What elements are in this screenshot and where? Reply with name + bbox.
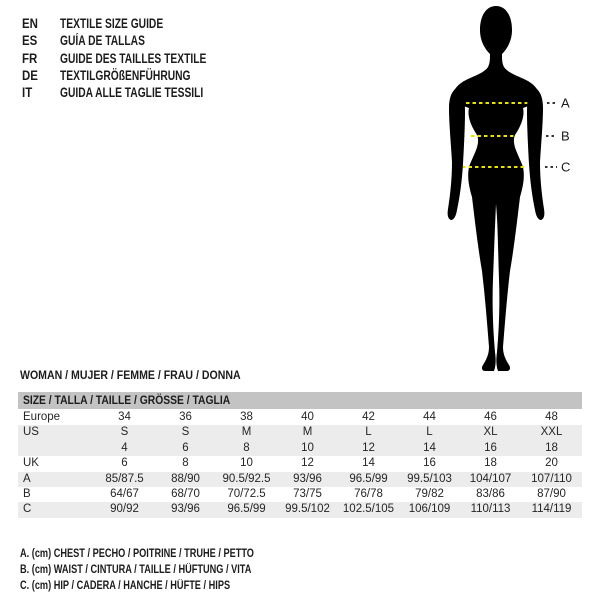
language-code: DE bbox=[22, 68, 38, 84]
language-row bbox=[22, 67, 253, 84]
size-cell: 6 bbox=[182, 441, 189, 454]
size-cell: 64/67 bbox=[110, 487, 139, 500]
size-cell: 46 bbox=[484, 411, 497, 423]
size-cell: 10 bbox=[240, 457, 253, 470]
language-block bbox=[22, 15, 253, 101]
table-row bbox=[18, 441, 582, 456]
size-cell: 68/70 bbox=[171, 487, 200, 500]
hip-label: C bbox=[561, 159, 571, 175]
size-cell: 76/78 bbox=[354, 487, 383, 500]
language-title: GUIDA ALLE TAGLIE TESSILI bbox=[60, 85, 204, 101]
size-cell: 34 bbox=[118, 411, 131, 423]
size-cell: 12 bbox=[301, 457, 314, 470]
woman-silhouette-figure bbox=[440, 4, 592, 374]
size-cell: 14 bbox=[423, 441, 436, 454]
language-code: IT bbox=[22, 85, 33, 101]
size-cell: 73/75 bbox=[293, 487, 322, 500]
size-cell: 38 bbox=[240, 411, 253, 423]
size-cell: 42 bbox=[362, 411, 375, 423]
size-cell: 8 bbox=[243, 441, 250, 454]
table-header bbox=[18, 392, 582, 409]
table-row bbox=[18, 410, 582, 425]
table-header-label: SIZE / TALLA / TAILLE / GRÖSSE / TAGLIA bbox=[23, 393, 231, 407]
table-row bbox=[18, 456, 582, 471]
language-code: ES bbox=[22, 33, 38, 49]
silhouette-svg bbox=[440, 4, 592, 374]
size-cell: 20 bbox=[545, 457, 558, 470]
table-row bbox=[18, 425, 582, 440]
row-label: UK bbox=[23, 457, 39, 470]
size-cell: 14 bbox=[362, 457, 375, 470]
size-cell: 16 bbox=[484, 441, 497, 454]
size-cell: 87/90 bbox=[537, 487, 566, 500]
size-cell: 36 bbox=[179, 411, 192, 423]
section-title: WOMAN / MUJER / FEMME / FRAU / DONNA bbox=[20, 368, 241, 382]
size-cell: 79/82 bbox=[415, 487, 444, 500]
language-title: GUIDE DES TAILLES TEXTILE bbox=[60, 50, 207, 66]
size-cell: 102.5/105 bbox=[342, 503, 395, 516]
size-cell: 18 bbox=[545, 441, 558, 454]
row-label: US bbox=[23, 426, 39, 439]
size-cell: 85/87.5 bbox=[105, 472, 144, 485]
size-cell: L bbox=[426, 426, 433, 439]
size-cell: 16 bbox=[423, 457, 436, 470]
size-cell: 70/72.5 bbox=[227, 487, 266, 500]
size-cell: 99.5/102 bbox=[285, 503, 330, 516]
size-cell: XXL bbox=[540, 426, 563, 439]
right-arm-silhouette bbox=[527, 86, 544, 220]
row-label: Europe bbox=[23, 411, 61, 423]
size-table bbox=[18, 392, 582, 518]
language-row bbox=[22, 15, 253, 32]
size-cell: 104/107 bbox=[469, 472, 512, 485]
language-title: GUÍA DE TALLAS bbox=[60, 33, 145, 49]
language-row bbox=[22, 50, 253, 67]
waist-label: B bbox=[561, 128, 570, 144]
legend-line: C. (cm) HIP / CADERA / HANCHE / HÜFTE / HIPS bbox=[20, 580, 231, 592]
left-arm-silhouette bbox=[448, 86, 465, 220]
size-cell: 114/119 bbox=[531, 503, 572, 516]
legend-line: A. (cm) CHEST / PECHO / POITRINE / TRUHE / PETTO bbox=[20, 548, 254, 560]
legend-block bbox=[20, 546, 312, 594]
size-cell: S bbox=[181, 426, 190, 439]
size-cell: 8 bbox=[182, 457, 189, 470]
language-title: TEXTILGRÖßENFÜHRUNG bbox=[60, 68, 191, 84]
size-cell: 90/92 bbox=[110, 503, 139, 516]
size-cell: 18 bbox=[484, 457, 497, 470]
size-cell: 90.5/92.5 bbox=[222, 472, 271, 485]
language-code: FR bbox=[22, 50, 38, 66]
language-row bbox=[22, 32, 253, 49]
size-cell: 96.5/99 bbox=[227, 503, 266, 516]
table-row bbox=[18, 487, 582, 502]
size-cell: 40 bbox=[301, 411, 314, 423]
legend-line: B. (cm) WAIST / CINTURA / TAILLE / HÜFTUNG / VITA bbox=[20, 564, 252, 576]
size-cell: 93/96 bbox=[171, 503, 200, 516]
language-code: EN bbox=[22, 16, 38, 32]
size-cell: 93/96 bbox=[293, 472, 322, 485]
size-cell: M bbox=[302, 426, 313, 439]
size-cell: 44 bbox=[423, 411, 436, 423]
size-cell: 96.5/99 bbox=[349, 472, 388, 485]
size-cell: 12 bbox=[362, 441, 375, 454]
size-cell: 6 bbox=[121, 457, 128, 470]
size-cell: 4 bbox=[121, 441, 128, 454]
size-cell: 106/109 bbox=[408, 503, 451, 516]
size-cell: 110/113 bbox=[470, 503, 511, 516]
body-silhouette bbox=[453, 6, 539, 371]
chest-label: A bbox=[561, 95, 570, 111]
size-cell: XL bbox=[483, 426, 498, 439]
size-cell: 99.5/103 bbox=[407, 472, 452, 485]
language-row bbox=[22, 84, 253, 101]
size-cell: 107/110 bbox=[531, 472, 572, 485]
size-cell: 48 bbox=[545, 411, 558, 423]
row-label: C bbox=[23, 503, 32, 516]
language-title: TEXTILE SIZE GUIDE bbox=[60, 16, 164, 32]
row-label: B bbox=[23, 487, 31, 500]
row-label: A bbox=[23, 472, 31, 485]
size-cell: 83/86 bbox=[476, 487, 505, 500]
size-cell: L bbox=[365, 426, 372, 439]
size-cell: S bbox=[120, 426, 129, 439]
size-cell: 10 bbox=[301, 441, 314, 454]
size-cell: M bbox=[241, 426, 252, 439]
table-row bbox=[18, 502, 582, 517]
table-row bbox=[18, 472, 582, 487]
size-cell: 88/90 bbox=[171, 472, 200, 485]
size-table-rows bbox=[18, 410, 582, 518]
row-label bbox=[18, 441, 94, 456]
